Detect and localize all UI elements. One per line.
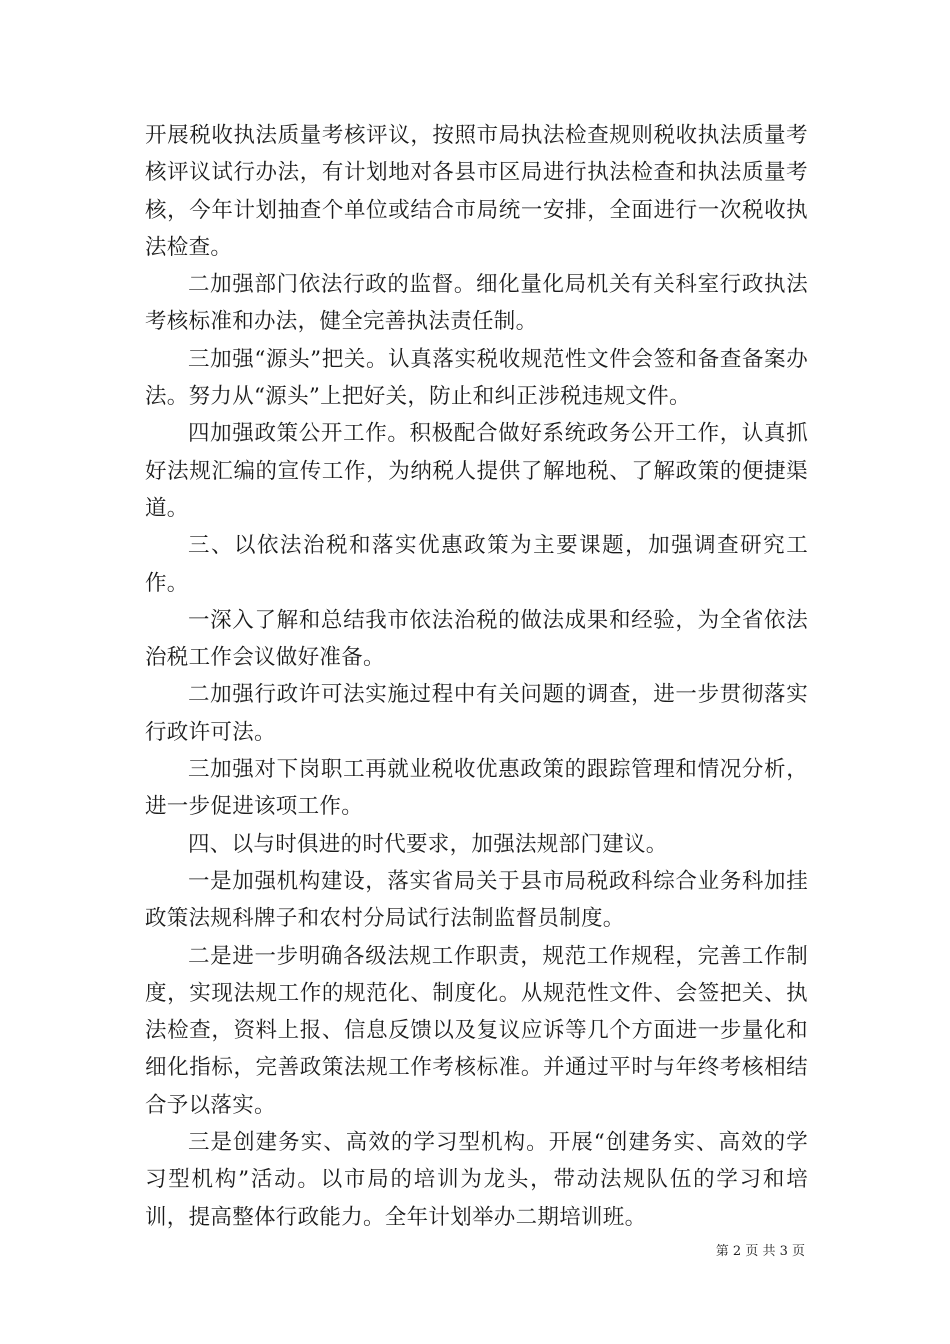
paragraph: 一深入了解和总结我市依法治税的做法成果和经验，为全省依法治税工作会议做好准备。 — [145, 607, 808, 671]
paragraph: 开展税收执法质量考核评议，按照市局执法检查规则税收执法质量考核评议试行办法，有计划地对各县市区局进行执法检查和执法质量考核，今年计划抽查个单位或结合市局统一安排，全面进行一次税收执法检查。 — [145, 123, 808, 260]
paragraph: 四加强政策公开工作。积极配合做好系统政务公开工作，认真抓好法规汇编的宣传工作，为纳税人提供了解地税、了解政策的便捷渠道。 — [145, 421, 808, 521]
section-heading: 四、以与时俱进的时代要求，加强法规部门建议。 — [188, 831, 668, 857]
paragraph: 二加强行政许可法实施过程中有关问题的调查，进一步贯彻落实行政许可法。 — [145, 682, 808, 745]
paragraph: 三是创建务实、高效的学习型机构。开展“创建务实、高效的学习型机构”活动。以市局的培训为龙头，带动法规队伍的学习和培训，提高整体行政能力。全年计划举办二期培训班。 — [145, 1130, 808, 1230]
paragraph: 二加强部门依法行政的监督。细化量化局机关有关科室行政执法考核标准和办法，健全完善执法责任制。 — [145, 272, 808, 335]
paragraph: 二是进一步明确各级法规工作职责，规范工作规程，完善工作制度，实现法规工作的规范化、制度化。从规范性文件、会签把关、执法检查，资料上报、信息反馈以及复议应诉等几个方面进一步量化和细化指标，完善政策法规工作考核标准。并通过平时与年终考核相结合予以落实。 — [145, 943, 808, 1118]
document-body — [145, 117, 808, 1236]
section-heading: 三、以依法治税和落实优惠政策为主要课题，加强调查研究工作。 — [145, 533, 808, 596]
paragraph: 三加强“源头”把关。认真落实税收规范性文件会签和备查备案办法。努力从“源头”上把好关，防止和纠正涉税违规文件。 — [145, 346, 808, 410]
page-number-footer: 第 2 页 共 3 页 — [715, 1244, 805, 1259]
paragraph: 三加强对下岗职工再就业税收优惠政策的跟踪管理和情况分析，进一步促进该项工作。 — [145, 757, 808, 820]
paragraph: 一是加强机构建设，落实省局关于县市局税政科综合业务科加挂政策法规科牌子和农村分局试行法制监督员制度。 — [145, 868, 808, 932]
